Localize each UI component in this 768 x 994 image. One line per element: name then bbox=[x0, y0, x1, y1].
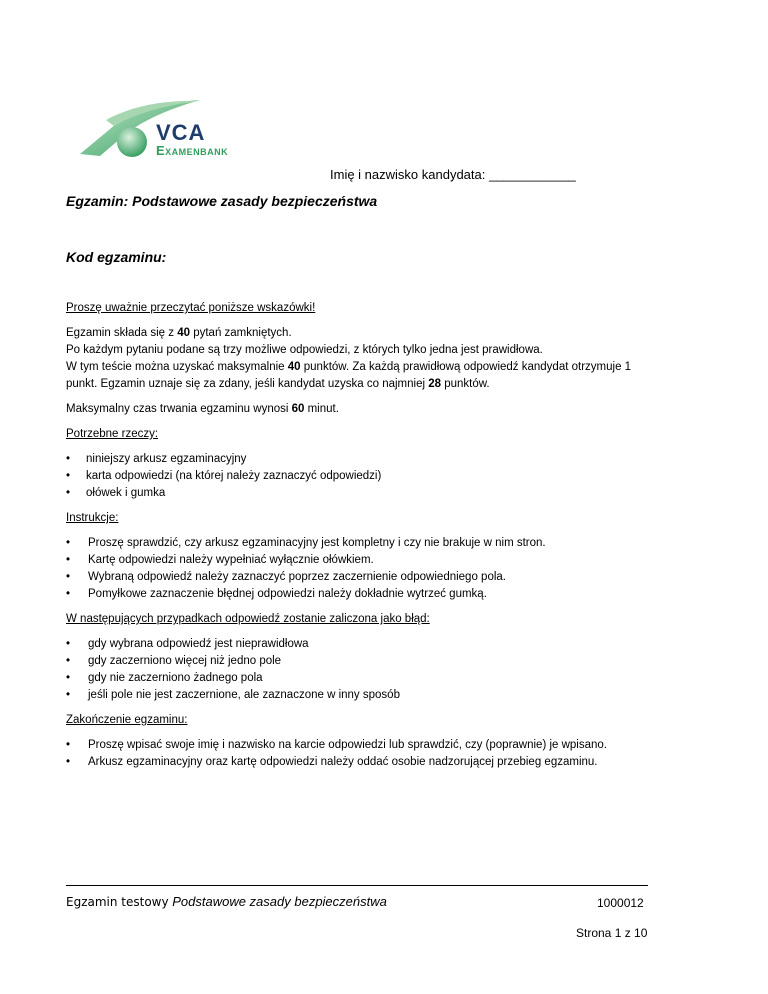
footer-subject: Podstawowe zasady bezpieczeństwa bbox=[172, 894, 387, 909]
list-item: • Pomyłkowe zaznaczenie błędnej odpowiedzi należy dokładnie wytrzeć gumką. bbox=[66, 586, 686, 603]
vca-logo bbox=[76, 96, 276, 166]
candidate-name-field: Imię i nazwisko kandydata: ____________ bbox=[330, 167, 576, 182]
needed-list bbox=[66, 451, 686, 502]
logo-text-examenbank: Examenbank bbox=[156, 143, 229, 158]
intro-line-1: Egzamin składa się z 40 pytań zamkniętych. bbox=[66, 327, 292, 339]
needed-heading: Potrzebne rzeczy: bbox=[66, 428, 159, 440]
duration-line: Maksymalny czas trwania egzaminu wynosi 60 minut. bbox=[66, 403, 339, 415]
footer-exam-name bbox=[66, 894, 387, 909]
logo-text-vca: VCA bbox=[156, 120, 206, 145]
logo-graphic bbox=[76, 96, 276, 166]
list-item: • Arkusz egzaminacyjny oraz kartę odpowiedzi należy oddać osobie nadzorującej przebieg egzaminu. bbox=[66, 754, 686, 771]
list-item: • karta odpowiedzi (na której należy zaznaczyć odpowiedzi) bbox=[66, 468, 686, 485]
exam-title: Egzamin: Podstawowe zasady bezpieczeństwa bbox=[66, 193, 378, 209]
list-item: • gdy zaczerniono więcej niż jedno pole bbox=[66, 653, 686, 670]
list-item: • niniejszy arkusz egzaminacyjny bbox=[66, 451, 686, 468]
exam-instructions bbox=[66, 300, 686, 771]
notice-heading: Proszę uważnie przeczytać poniższe wskazówki! bbox=[66, 302, 316, 314]
list-item: • gdy wybrana odpowiedź jest nieprawidłowa bbox=[66, 636, 686, 653]
list-item: • Proszę wpisać swoje imię i nazwisko na karcie odpowiedzi lub sprawdzić, czy (poprawnie) je wpisano. bbox=[66, 737, 686, 754]
exam-code-label: Kod egzaminu: bbox=[66, 249, 167, 265]
instructions-heading: Instrukcje: bbox=[66, 512, 119, 524]
errors-heading: W następujących przypadkach odpowiedź zostanie zaliczona jako błąd: bbox=[66, 613, 430, 625]
list-item: • Wybraną odpowiedź należy zaznaczyć poprzez zaczernienie odpowiedniego pola. bbox=[66, 569, 686, 586]
intro-line-2: Po każdym pytaniu podane są trzy możliwe odpowiedzi, z których tylko jedna jest prawidłowa. bbox=[66, 344, 543, 356]
instructions-list bbox=[66, 535, 686, 603]
list-item: • gdy nie zaczerniono żadnego pola bbox=[66, 670, 686, 687]
intro-line-3: W tym teście można uzyskać maksymalnie 40 punktów. Za każdą prawidłową odpowiedź kandydat otrzymuje 1 bbox=[66, 361, 632, 373]
footer-prefix: Egzamin testowy bbox=[66, 895, 169, 909]
intro-line-4: punkt. Egzamin uznaje się za zdany, jeśli kandydat uzyska co najmniej 28 punktów. bbox=[66, 378, 490, 390]
page-number: Strona 1 z 10 bbox=[576, 926, 648, 940]
ending-list bbox=[66, 737, 686, 771]
footer-exam-code: 1000012 bbox=[597, 896, 644, 910]
footer-divider bbox=[66, 885, 648, 886]
errors-list bbox=[66, 636, 686, 704]
ending-heading: Zakończenie egzaminu: bbox=[66, 714, 188, 726]
list-item: • Kartę odpowiedzi należy wypełniać wyłącznie ołówkiem. bbox=[66, 552, 686, 569]
list-item: • ołówek i gumka bbox=[66, 485, 686, 502]
list-item: • Proszę sprawdzić, czy arkusz egzaminacyjny jest kompletny i czy nie brakuje w nim stron. bbox=[66, 535, 686, 552]
list-item: • jeśli pole nie jest zaczernione, ale zaznaczone w inny sposób bbox=[66, 687, 686, 704]
